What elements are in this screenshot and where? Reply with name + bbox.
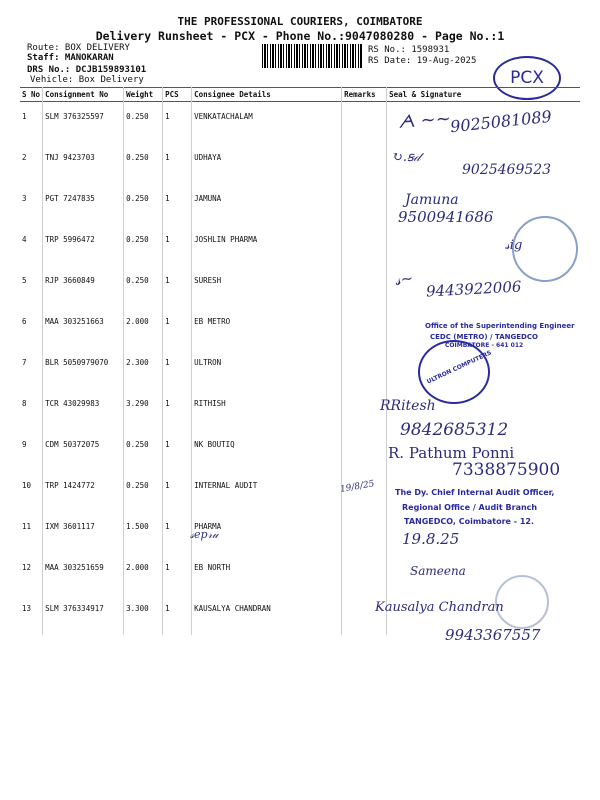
barcode [262, 44, 362, 68]
hw-name-12: Sameena [410, 564, 466, 578]
row-consignment-no: TRP 1424772 [43, 471, 124, 512]
col-weight: Weight [124, 88, 163, 102]
row-consignment-no: SLM 376334917 [43, 594, 124, 635]
row-pcs: 1 [163, 512, 192, 553]
hw-name-13: Kausalya Chandran [375, 600, 504, 615]
row-pcs: 1 [163, 266, 192, 307]
row-pcs: 1 [163, 102, 192, 143]
row-consignee: EB NORTH [192, 553, 342, 594]
row-remarks [342, 266, 387, 307]
row-sno: 10 [22, 480, 32, 490]
row-remarks [342, 225, 387, 266]
row-pcs: 1 [163, 389, 192, 430]
eb-stamp-line1: Office of the Superintending Engineer [425, 322, 575, 330]
row-remarks [342, 307, 387, 348]
audit-stamp-line1: The Dy. Chief Internal Audit Officer, [395, 488, 555, 497]
row-weight: 2.000 [124, 553, 163, 594]
row-pcs: 1 [163, 430, 192, 471]
row-weight: 0.250 [124, 266, 163, 307]
row-consignee: RITHISH [192, 389, 342, 430]
hw-phone-1: 9025081089 [449, 106, 553, 137]
row-consignment-no: MAA 303251659 [43, 553, 124, 594]
row-consignment-no: SLM 376325597 [43, 102, 124, 143]
audit-stamp-line3: TANGEDCO, Coimbatore - 12. [404, 517, 535, 526]
row-weight: 0.250 [124, 430, 163, 471]
row-consignment-no: TCR 43029983 [43, 389, 124, 430]
hw-phone-2: 9025469523 [462, 162, 552, 178]
ultron-stamp-text: ULTRON COMPUTERS [425, 349, 493, 386]
rs-no: RS No.: 1598931 [368, 45, 450, 55]
row-consignee: INTERNAL AUDIT [192, 471, 342, 512]
row-weight: 0.250 [124, 184, 163, 225]
row-consignment-no: TRP 5996472 [43, 225, 124, 266]
hw-phone-3: 9500941686 [398, 208, 494, 226]
row-remarks [342, 184, 387, 225]
row-weight: 1.500 [124, 512, 163, 553]
row-weight: 3.300 [124, 594, 163, 635]
row-remarks [342, 348, 387, 389]
row-sno: 9 [22, 439, 27, 449]
row-pcs: 1 [163, 348, 192, 389]
row-consignee: EB METRO [192, 307, 342, 348]
hw-phone-5: 9443922006 [425, 277, 522, 301]
hw-phone-10: 7338875900 [452, 460, 561, 480]
row-consignment-no: PGT 7247835 [43, 184, 124, 225]
row-weight: 0.250 [124, 102, 163, 143]
rs-date: RS Date: 19-Aug-2025 [368, 56, 477, 66]
row-consignee: JOSHLIN PHARMA [192, 225, 342, 266]
row-consignee: JAMUNA [192, 184, 342, 225]
row-remarks [342, 102, 387, 143]
eb-stamp-line3: COIMBATORE - 641 012 [445, 342, 524, 349]
row-consignee: PHARMA [192, 512, 342, 553]
row-sno: 1 [22, 112, 27, 121]
hw-name-8: RRitesh [380, 398, 436, 414]
row-consignee: UDHAYA [192, 143, 342, 184]
row-consignee: ULTRON [192, 348, 342, 389]
route-label: Route: BOX DELIVERY [27, 43, 130, 53]
row-remarks [342, 512, 387, 553]
row-weight: 2.000 [124, 307, 163, 348]
row-pcs: 1 [163, 471, 192, 512]
hw-name-9: R. Pathum Ponni [388, 444, 515, 462]
hw-scribble-11: 𝓈𝑒𝑝𝓇𝓊 [190, 528, 219, 541]
hw-phone-13: 9943367557 [445, 626, 541, 644]
vehicle-label: Vehicle: Box Delivery [30, 75, 144, 85]
row-pcs: 1 [163, 553, 192, 594]
row-sno: 3 [22, 193, 27, 203]
row-consignee: VENKATACHALAM [192, 102, 342, 143]
row-sno: 6 [22, 316, 27, 326]
col-signature: Seal & Signature [387, 88, 580, 102]
row-sno: 8 [22, 398, 27, 408]
row-weight: 2.300 [124, 348, 163, 389]
table-row [20, 348, 580, 389]
row-sno: 12 [22, 562, 32, 572]
row-pcs: 1 [163, 307, 192, 348]
signature-1: ᗅ ~~ [397, 108, 452, 133]
row-consignment-no: CDM 50372075 [43, 430, 124, 471]
runsheet-title: Delivery Runsheet - PCX - Phone No.:9047080280 - Page No.:1 [95, 29, 505, 43]
col-remarks: Remarks [342, 88, 387, 102]
row-sno: 13 [22, 603, 32, 613]
row-consignee: SURESH [192, 266, 342, 307]
row-weight: 3.290 [124, 389, 163, 430]
audit-stamp-line2: Regional Office / Audit Branch [402, 503, 538, 512]
row-sno: 2 [22, 152, 27, 162]
table-row [20, 553, 580, 594]
col-consignee: Consignee Details [192, 88, 342, 102]
eb-stamp-line2: CEDC (METRO) / TANGEDCO [430, 333, 538, 341]
row-consignment-no: TNJ 9423703 [43, 143, 124, 184]
row-sno: 7 [22, 357, 27, 367]
row-consignee: NK BOUTIQ [192, 430, 342, 471]
row-pcs: 1 [163, 143, 192, 184]
row-consignment-no: BLR 5050979070 [43, 348, 124, 389]
row-remarks [342, 430, 387, 471]
col-sno: S No [22, 90, 41, 99]
row-sno: 4 [22, 234, 27, 244]
pcx-stamp: PCX [493, 56, 561, 100]
drs-label: DRS No.: DCJB159893101 [27, 65, 147, 75]
signature-5: 𝓈~ [393, 268, 415, 290]
signature-4: 𝓈ig [505, 238, 523, 253]
row-consignment-no: MAA 303251663 [43, 307, 124, 348]
row-consignee: KAUSALYA CHANDRAN [192, 594, 342, 635]
row-sno: 5 [22, 275, 27, 285]
row-remarks [342, 143, 387, 184]
row-pcs: 1 [163, 594, 192, 635]
row-remarks [342, 553, 387, 594]
staff-label: Staff: MANOKARAN [27, 53, 114, 63]
col-pcs: PCS [163, 88, 192, 102]
row-consignment-no: IXM 3601117 [43, 512, 124, 553]
row-weight: 0.250 [124, 143, 163, 184]
hw-name-3: Jamuna [405, 192, 459, 208]
table-row [20, 184, 580, 225]
row-sno: 11 [22, 521, 32, 531]
col-consignment: Consignment No [43, 88, 124, 102]
row-consignment-no: RJP 3660849 [43, 266, 124, 307]
table-row [20, 225, 580, 266]
company-title: THE PROFESSIONAL COURIERS, COIMBATORE [177, 15, 423, 28]
hw-date-11: 19.8.25 [402, 530, 460, 548]
row-weight: 0.250 [124, 225, 163, 266]
hw-phone-9: 9842685312 [400, 420, 509, 440]
hw-date-10: 19/8/25 [339, 479, 376, 495]
signature-2: ↻.ꞩ𝒹 [392, 150, 421, 165]
row-pcs: 1 [163, 225, 192, 266]
row-pcs: 1 [163, 184, 192, 225]
table-header-row [20, 88, 580, 102]
row-weight: 0.250 [124, 471, 163, 512]
